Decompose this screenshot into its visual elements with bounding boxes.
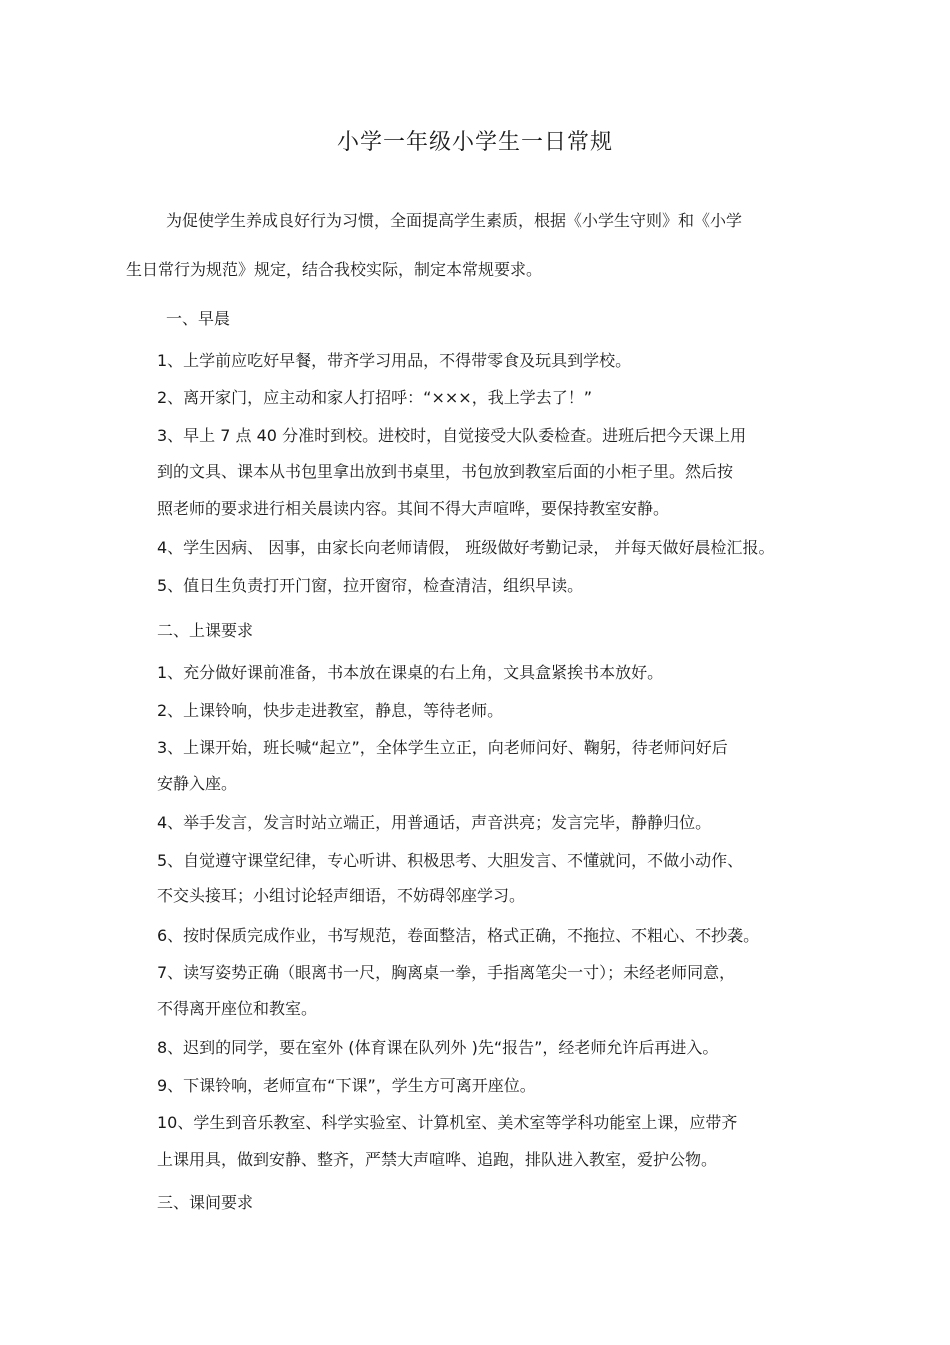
list-item-line: 4、举手发言，发言时站立端正，用普通话，声音洪亮；发言完毕，静静归位。: [157, 813, 712, 832]
list-item-line: 4、学生因病、 因事，由家长向老师请假， 班级做好考勤记录， 并每天做好晨检汇报。: [157, 538, 775, 557]
list-item-line: 1、充分做好课前准备，书本放在课桌的右上角，文具盒紧挨书本放好。: [157, 663, 664, 682]
list-item-line: 到的文具、课本从书包里拿出放到书桌里，书包放到教室后面的小柜子里。然后按: [157, 462, 734, 481]
list-item-line: 上课用具，做到安静、整齐，严禁大声喧哗、追跑，排队进入教室，爱护公物。: [157, 1150, 718, 1169]
list-item-line: 5、自觉遵守课堂纪律，专心听讲、积极思考、大胆发言、不懂就问，不做小动作、: [157, 851, 744, 870]
list-item-line: 10、学生到音乐教室、科学实验室、计算机室、美术室等学科功能室上课，应带齐: [157, 1113, 738, 1132]
intro-line-2: 生日常行为规范》规定，结合我校实际，制定本常规要求。: [126, 260, 543, 279]
list-item-line: 2、离开家门，应主动和家人打招呼：“×××，我上学去了！”: [157, 388, 592, 407]
list-item-line: 7、读写姿势正确（眼离书一尺，胸离桌一拳，手指离笔尖一寸）；未经老师同意，: [157, 963, 736, 982]
list-item-line: 9、下课铃响，老师宣布“下课”，学生方可离开座位。: [157, 1076, 536, 1095]
list-item-line: 照老师的要求进行相关晨读内容。其间不得大声喧哗，要保持教室安静。: [157, 499, 670, 518]
list-item-line: 1、上学前应吃好早餐，带齐学习用品，不得带零食及玩具到学校。: [157, 351, 632, 370]
list-item-line: 8、迟到的同学，要在室外 (体育课在队列外 )先“报告”，经老师允许后再进入。: [157, 1038, 719, 1057]
intro-line-1: 为促使学生养成良好行为习惯，全面提高学生素质，根据《小学生守则》和《小学: [166, 211, 743, 230]
list-item-line: 不得离开座位和教室。: [157, 999, 318, 1018]
list-item-line: 2、上课铃响，快步走进教室，静息，等待老师。: [157, 701, 504, 720]
section-heading-morning: 一、早晨: [166, 309, 231, 328]
list-item-line: 安静入座。: [157, 774, 238, 793]
list-item-line: 3、早上 7 点 40 分准时到校。进校时，自觉接受大队委检查。进班后把今天课上用: [157, 426, 747, 445]
list-item-line: 6、按时保质完成作业，书写规范，卷面整洁，格式正确，不拖拉、不粗心、不抄袭。: [157, 926, 760, 945]
list-item-line: 不交头接耳；小组讨论轻声细语，不妨碍邻座学习。: [157, 886, 526, 905]
list-item-line: 5、值日生负责打开门窗，拉开窗帘，检查清洁，组织早读。: [157, 576, 584, 595]
list-item-line: 3、上课开始，班长喊“起立”，全体学生立正，向老师问好、鞠躬，待老师问好后: [157, 738, 728, 757]
document-title: 小学一年级小学生一日常规: [336, 130, 613, 155]
section-heading-break: 三、课间要求: [157, 1193, 254, 1212]
section-heading-class: 二、上课要求: [157, 621, 254, 640]
